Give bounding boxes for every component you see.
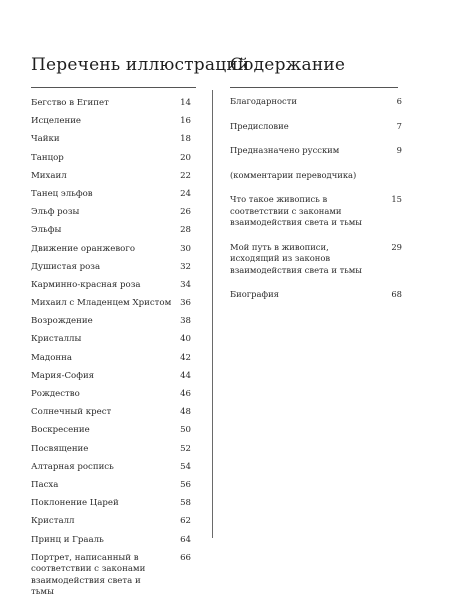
illustration-title: Пасха: [31, 479, 59, 490]
page-number: 42: [180, 352, 191, 363]
chapter-title: (комментарии переводчика): [230, 169, 357, 180]
illustration-entry: [31, 512, 191, 530]
illustration-entry: [31, 440, 191, 458]
illustration-entry: [31, 403, 191, 421]
illustration-title: Танцор: [31, 152, 64, 163]
page-number: 40: [180, 334, 191, 345]
illustration-title: Рождество: [31, 389, 80, 399]
contents-entry: [230, 289, 402, 301]
page-number: 56: [180, 479, 191, 490]
illustration-entry: [31, 276, 191, 294]
illustration-title: Поклонение Царей: [31, 498, 119, 509]
illustration-entry: [31, 221, 191, 239]
illustration-title: Душистая роза: [31, 261, 101, 272]
page-number: 24: [180, 188, 191, 199]
page-number: 22: [180, 170, 191, 181]
page-number: 66: [180, 552, 191, 563]
contents-entry: [230, 96, 402, 108]
chapter-title: Предназначено русским: [230, 145, 340, 155]
page-number: 26: [180, 207, 191, 218]
chapter-title: Благодарности: [230, 96, 297, 106]
contents-entry: [230, 194, 402, 229]
contents-entry: [230, 170, 402, 182]
illustration-entry: [31, 385, 191, 403]
illustration-title: Танец эльфов: [31, 188, 93, 199]
page-number: 44: [180, 370, 191, 381]
illustration-title: Алтарная роспись: [31, 461, 114, 472]
illustration-entry: [31, 549, 191, 599]
illustration-title: Движение оранжевого: [31, 243, 136, 254]
illustration-title: Эльфы: [31, 225, 62, 236]
illustration-title: Мадонна: [31, 352, 72, 363]
contents-heading-rule: [230, 87, 398, 88]
page-number: 30: [180, 243, 191, 254]
illustration-title: Воскресение: [31, 425, 90, 436]
contents-list: [230, 96, 402, 310]
illustration-entry: [31, 149, 191, 167]
contents-entry: [230, 242, 402, 277]
illustration-entry: [31, 421, 191, 439]
illustration-entry: [31, 367, 191, 385]
illustration-title: Принц и Грааль: [31, 534, 104, 545]
page-number: 62: [180, 516, 191, 527]
illustration-entry: [31, 312, 191, 330]
page-number: 14: [180, 98, 191, 108]
page-number: 36: [180, 298, 191, 309]
page-number: 6: [396, 96, 402, 106]
illustration-entry: [31, 258, 191, 276]
page-number: 50: [180, 425, 191, 436]
page-number: 18: [180, 134, 191, 145]
page-number: 7: [396, 120, 402, 131]
page-number: 38: [180, 316, 191, 327]
chapter-title: Биография: [230, 289, 279, 299]
illustration-entry: [31, 294, 191, 312]
page-number: 54: [180, 461, 191, 472]
chapter-title: Мой путь в живописи, исходящий из законов взаимодействия света и тьмы: [230, 241, 362, 275]
illustration-title: Кристаллы: [31, 334, 82, 345]
chapter-title: Предисловие: [230, 120, 289, 131]
illustration-entry: [31, 349, 191, 367]
illustrations-heading-rule: [31, 87, 196, 88]
page-number: 16: [180, 116, 191, 127]
illustration-entry: [31, 167, 191, 185]
illustration-entry: [31, 94, 191, 112]
illustration-entry: [31, 330, 191, 348]
illustration-title: Бегство в Египет: [31, 98, 109, 108]
contents-entry: [230, 121, 402, 133]
illustrations-heading: Перечень иллюстраций: [31, 55, 250, 75]
page-number: 32: [180, 261, 191, 272]
illustration-title: Посвящение: [31, 443, 89, 454]
illustration-title: Чайки: [31, 134, 60, 145]
contents-heading: Содержание: [230, 55, 346, 75]
illustration-entry: [31, 458, 191, 476]
illustration-title: Эльф розы: [31, 207, 80, 218]
illustration-entry: [31, 185, 191, 203]
page-number: 9: [396, 145, 402, 155]
page-number: 28: [180, 225, 191, 236]
illustration-entry: [31, 494, 191, 512]
illustration-entry: [31, 476, 191, 494]
illustration-title: Карминно-красная роза: [31, 279, 141, 290]
illustration-title: Михаил: [31, 170, 67, 181]
page-number: 52: [180, 443, 191, 454]
illustration-entry: [31, 130, 191, 148]
illustration-title: Михаил с Младенцем Христом: [31, 298, 172, 309]
page-number: 48: [180, 407, 191, 418]
illustration-title: Исцеление: [31, 116, 82, 127]
page-number: 34: [180, 279, 191, 290]
page-number: 68: [391, 289, 402, 299]
illustration-title: Возрождение: [31, 316, 93, 327]
contents-entry: [230, 145, 402, 157]
illustration-entry: [31, 203, 191, 221]
page-number: 64: [180, 534, 191, 545]
illustration-title: Солнечный крест: [31, 407, 112, 418]
illustration-title: Кристалл: [31, 516, 75, 527]
page-number: 29: [391, 241, 402, 252]
chapter-title: Что такое живопись в соответствии с законами взаимодействия света и тьмы: [230, 194, 362, 227]
page-number: 58: [180, 498, 191, 509]
illustrations-list: [31, 94, 191, 599]
illustration-entry: [31, 240, 191, 258]
illustration-entry: [31, 112, 191, 130]
illustration-title: Мария-София: [31, 370, 95, 381]
illustration-entry: [31, 531, 191, 549]
page-number: 46: [180, 389, 191, 399]
illustration-title: Портрет, написанный в соответствии с законами взаимодействия света и тьмы: [31, 552, 146, 598]
column-divider: [212, 90, 213, 538]
page-number: 15: [391, 194, 402, 204]
page-number: 20: [180, 152, 191, 163]
